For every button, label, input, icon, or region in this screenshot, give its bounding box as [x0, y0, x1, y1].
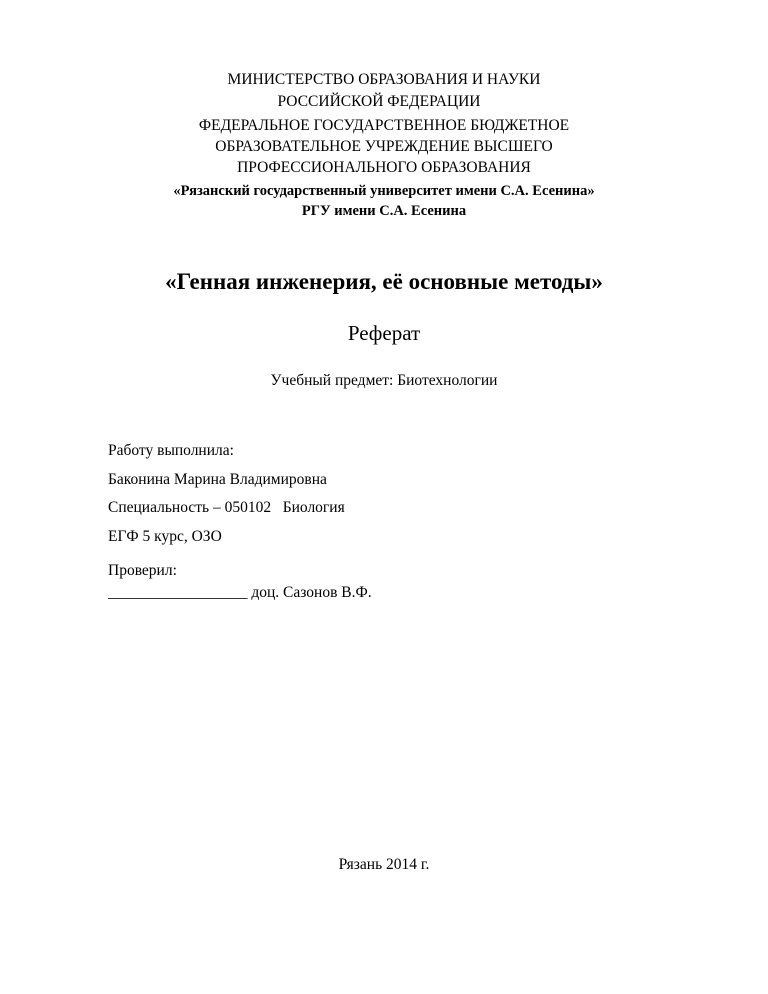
city-year: Рязань 2014 г.	[338, 856, 430, 873]
document-title: «Генная инженерия, её основные методы»	[165, 269, 603, 294]
ministry-line-2: РОССИЙСКОЙ ФЕДЕРАЦИИ	[277, 93, 481, 110]
institution-line-3: ПРОФЕССИОНАЛЬНОГО ОБРАЗОВАНИЯ	[237, 159, 531, 176]
author-name: Баконина Марина Владимировна	[108, 471, 327, 488]
reviewer-line: __________________ доц. Сазонов В.Ф.	[108, 584, 372, 601]
subject-line: Учебный предмет: Биотехнологии	[270, 372, 498, 389]
reviewer-label: Проверил:	[108, 562, 177, 579]
institution-line-2: ОБРАЗОВАТЕЛЬНОЕ УЧРЕЖДЕНИЕ ВЫСШЕГО	[215, 138, 553, 155]
university-full-name: «Рязанский государственный университет имени С.А. Есенина»	[173, 183, 595, 199]
university-short-name: РГУ имени С.А. Есенина	[301, 203, 467, 219]
author-specialty: Специальность – 050102 Биология	[108, 499, 345, 516]
author-group: ЕГФ 5 курс, ОЗО	[108, 528, 222, 545]
author-label: Работу выполнила:	[108, 442, 234, 459]
ministry-line-1: МИНИСТЕРСТВО ОБРАЗОВАНИЯ И НАУКИ	[227, 71, 541, 88]
institution-line-1: ФЕДЕРАЛЬНОЕ ГОСУДАРСТВЕННОЕ БЮДЖЕТНОЕ	[198, 117, 570, 134]
document-type: Реферат	[347, 321, 421, 345]
